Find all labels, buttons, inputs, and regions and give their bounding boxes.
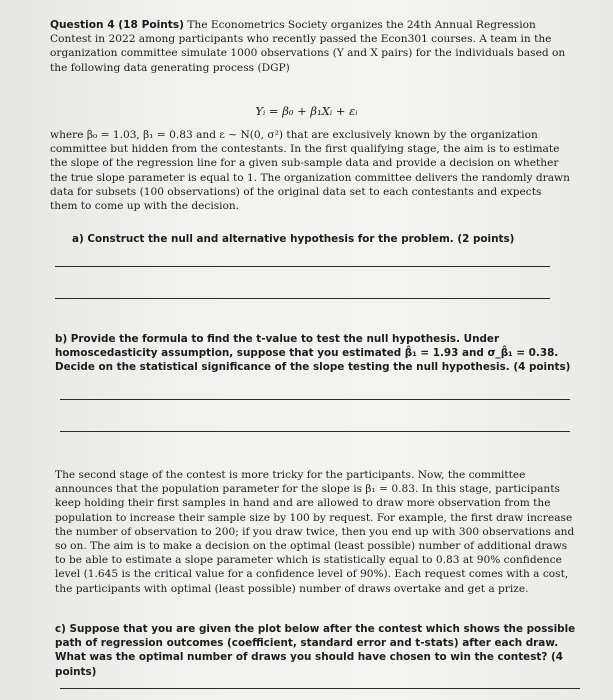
answer-line <box>55 266 550 267</box>
part-b-prompt: b) Provide the formula to find the t-value to test the null hypothesis. Under homoscedasticity assumption, suppose that you estimated β̂₁ = 1.93 and σ_β̂₁ = 0.38. Decide on the statistical significance of the slope testing the null hypothesis. (4 points) <box>55 333 571 374</box>
dgp-equation: Yᵢ = β₀ + β₁Xᵢ + εᵢ <box>255 104 358 118</box>
stage-two-paragraph: The second stage of the contest is more tricky for the participants. Now, the committee announces that the population parameter for the slope is β₁ = 0.83. In this stage, participants keep holding their first samples in hand and are allowed to draw more observation from the population to increase their sample size by 100 by request. For example, the first draw increase the number of observation to 200; if you draw twice, then you end up with 300 observations and so on. The aim is to make a decision on the optimal (least possible) number of additional draws to be able to estimate a slope parameter which is statistically equal to 0.83 at 90% confidence level (1.645 is the critical value for a confidence level of 90%). Each request comes with a cost, the participants with optimal (least possible) number of draws overtake and get a prize. <box>55 469 575 595</box>
part-a-prompt: a) Construct the null and alternative hypothesis for the problem. (2 points) <box>72 233 515 245</box>
parameter-paragraph: where β₀ = 1.03, β₁ = 0.83 and ε ∼ N(0, σ²) that are exclusively known by the organization committee but hidden from the contestants. In the first qualifying stage, the aim is to estimate the slope of the regression line for a given sub-sample data and provide a decision on whether the true slope parameter is equal to 1. The organization committee delivers the randomly drawn data for subsets (100 observations) of the original data set to each contestants and expects them to come up with the decision. <box>50 129 570 213</box>
answer-line <box>60 688 580 689</box>
question-label: Question 4 (18 Points) <box>50 19 184 31</box>
part-c-prompt: c) Suppose that you are given the plot below after the contest which shows the possible path of regression outcomes (coefficient, standard error and t-stats) after each draw. What was the optimal number of draws you should have chosen to win the contest? (4 points) <box>55 623 576 678</box>
answer-line <box>60 431 570 432</box>
answer-line <box>60 399 570 400</box>
question-intro-text: The Econometrics Society organizes the 24th Annual Regression Contest in 2022 among participants who recently passed the Econ301 courses. A team in the organization committee simulate 1000 observations (Y and X pairs) for the individuals based on the following data generating process (DGP) <box>50 19 566 74</box>
question-4-intro <box>50 18 572 75</box>
answer-line <box>55 298 550 299</box>
